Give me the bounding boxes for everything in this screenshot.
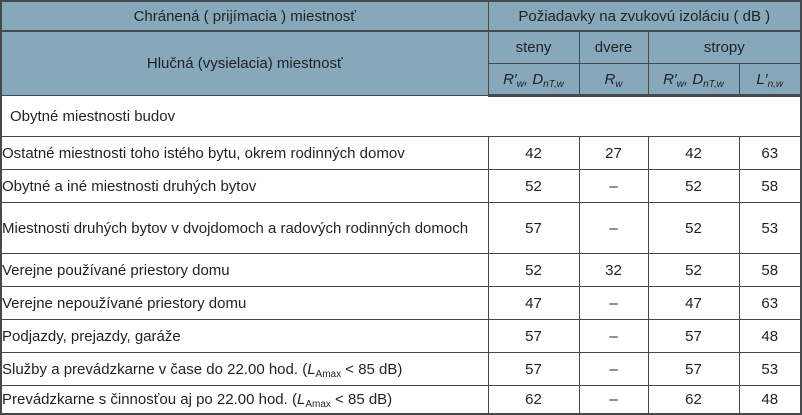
col-header-doors: dvere <box>579 31 648 64</box>
value-cell-ceiling-impact: 58 <box>739 254 801 287</box>
value-cell-ceiling-airborne: 52 <box>648 203 739 254</box>
symbol-main: L′ <box>756 70 768 88</box>
formula-subscript: Amax <box>305 398 331 410</box>
table-row <box>1 254 801 287</box>
value-cell-ceiling-airborne: 57 <box>648 320 739 353</box>
row-label-text: Služby a prevádzkarne v čase do 22.00 hod. ( <box>2 360 308 378</box>
table-row <box>1 287 801 320</box>
row-label <box>1 254 488 287</box>
row-label <box>1 320 488 353</box>
symbol-subscript: w <box>516 78 524 90</box>
value-cell-ceiling-impact: 48 <box>739 386 801 414</box>
value-cell-walls: 47 <box>488 287 579 320</box>
table-row <box>1 137 801 170</box>
value-cell-ceiling-impact: 53 <box>739 353 801 386</box>
table-row <box>1 320 801 353</box>
symbol-main: R′ <box>663 70 677 88</box>
symbol-subscript: n,w <box>767 78 784 90</box>
row-label-text: < 85 dB) <box>330 390 393 408</box>
value-cell-doors: – <box>579 320 648 353</box>
col-header-walls: steny <box>488 31 579 64</box>
symbol-walls <box>488 64 579 96</box>
row-label <box>1 170 488 203</box>
row-label <box>1 137 488 170</box>
symbol-ceilings-airborne <box>648 64 739 96</box>
row-label-text: Podjazdy, prejazdy, garáže <box>2 327 181 345</box>
symbol-subscript: nT,w <box>703 78 724 90</box>
row-label <box>1 386 488 414</box>
section-label: Obytné miestnosti budov <box>1 96 801 137</box>
value-cell-walls: 42 <box>488 137 579 170</box>
value-cell-ceiling-airborne: 42 <box>648 137 739 170</box>
formula-symbol: L <box>307 360 316 378</box>
table-row <box>1 203 801 254</box>
section-row <box>1 96 801 137</box>
value-cell-doors: – <box>579 386 648 414</box>
symbol-main: D <box>692 70 704 88</box>
value-cell-ceiling-impact: 58 <box>739 170 801 203</box>
value-cell-doors: – <box>579 287 648 320</box>
value-cell-ceiling-impact: 63 <box>739 287 801 320</box>
value-cell-doors: – <box>579 170 648 203</box>
row-label-text: Prevádzkarne s činnosťou aj po 22.00 hod. ( <box>2 390 297 408</box>
value-cell-walls: 57 <box>488 353 579 386</box>
header-row-2 <box>1 31 801 64</box>
value-cell-doors: – <box>579 353 648 386</box>
value-cell-ceiling-impact: 48 <box>739 320 801 353</box>
symbol-main: R′ <box>503 70 517 88</box>
table-row <box>1 170 801 203</box>
value-cell-ceiling-impact: 63 <box>739 137 801 170</box>
header-noisy-room: Hlučná (vysielacia) miestnosť <box>1 31 488 96</box>
symbol-main: D <box>532 70 544 88</box>
value-cell-walls: 57 <box>488 203 579 254</box>
value-cell-walls: 62 <box>488 386 579 414</box>
row-label-text: Miestnosti druhých bytov v dvojdomoch a radových rodinných domoch <box>2 219 469 237</box>
value-cell-doors: – <box>579 203 648 254</box>
formula-subscript: Amax <box>315 368 342 380</box>
table-body <box>1 96 801 414</box>
symbol-ceilings-impact <box>739 64 801 96</box>
value-cell-walls: 52 <box>488 170 579 203</box>
col-header-ceilings: stropy <box>648 31 801 64</box>
symbol-separator: , <box>683 70 693 88</box>
header-row-1 <box>1 1 801 31</box>
row-label-text: Obytné a iné miestnosti druhých bytov <box>2 177 257 195</box>
symbol-subscript: nT,w <box>543 78 564 90</box>
symbol-subscript: w <box>615 78 623 90</box>
value-cell-ceiling-airborne: 57 <box>648 353 739 386</box>
row-label <box>1 203 488 254</box>
symbol-doors <box>579 64 648 96</box>
header-requirements: Požiadavky na zvukovú izoláciu ( dB ) <box>488 1 801 31</box>
row-label-text: Verejne nepoužívané priestory domu <box>2 294 247 312</box>
row-label-text: < 85 dB) <box>341 360 403 378</box>
symbol-main: R <box>604 70 616 88</box>
row-label-text: Ostatné miestnosti toho istého bytu, okrem rodinných domov <box>2 144 405 162</box>
row-label <box>1 353 488 386</box>
row-label <box>1 287 488 320</box>
header-protected-room: Chránená ( prijímacia ) miestnosť <box>1 1 488 31</box>
row-label-text: Verejne používané priestory domu <box>2 261 230 279</box>
value-cell-doors: 32 <box>579 254 648 287</box>
value-cell-ceiling-airborne: 47 <box>648 287 739 320</box>
table-header <box>1 1 801 96</box>
value-cell-walls: 52 <box>488 254 579 287</box>
formula-symbol: L <box>296 390 306 408</box>
value-cell-ceiling-airborne: 52 <box>648 254 739 287</box>
value-cell-ceiling-impact: 53 <box>739 203 801 254</box>
value-cell-ceiling-airborne: 52 <box>648 170 739 203</box>
value-cell-walls: 57 <box>488 320 579 353</box>
value-cell-ceiling-airborne: 62 <box>648 386 739 414</box>
symbol-separator: , <box>523 70 533 88</box>
symbol-subscript: w <box>676 78 684 90</box>
table-row <box>1 386 801 414</box>
value-cell-doors: 27 <box>579 137 648 170</box>
table-row <box>1 353 801 386</box>
